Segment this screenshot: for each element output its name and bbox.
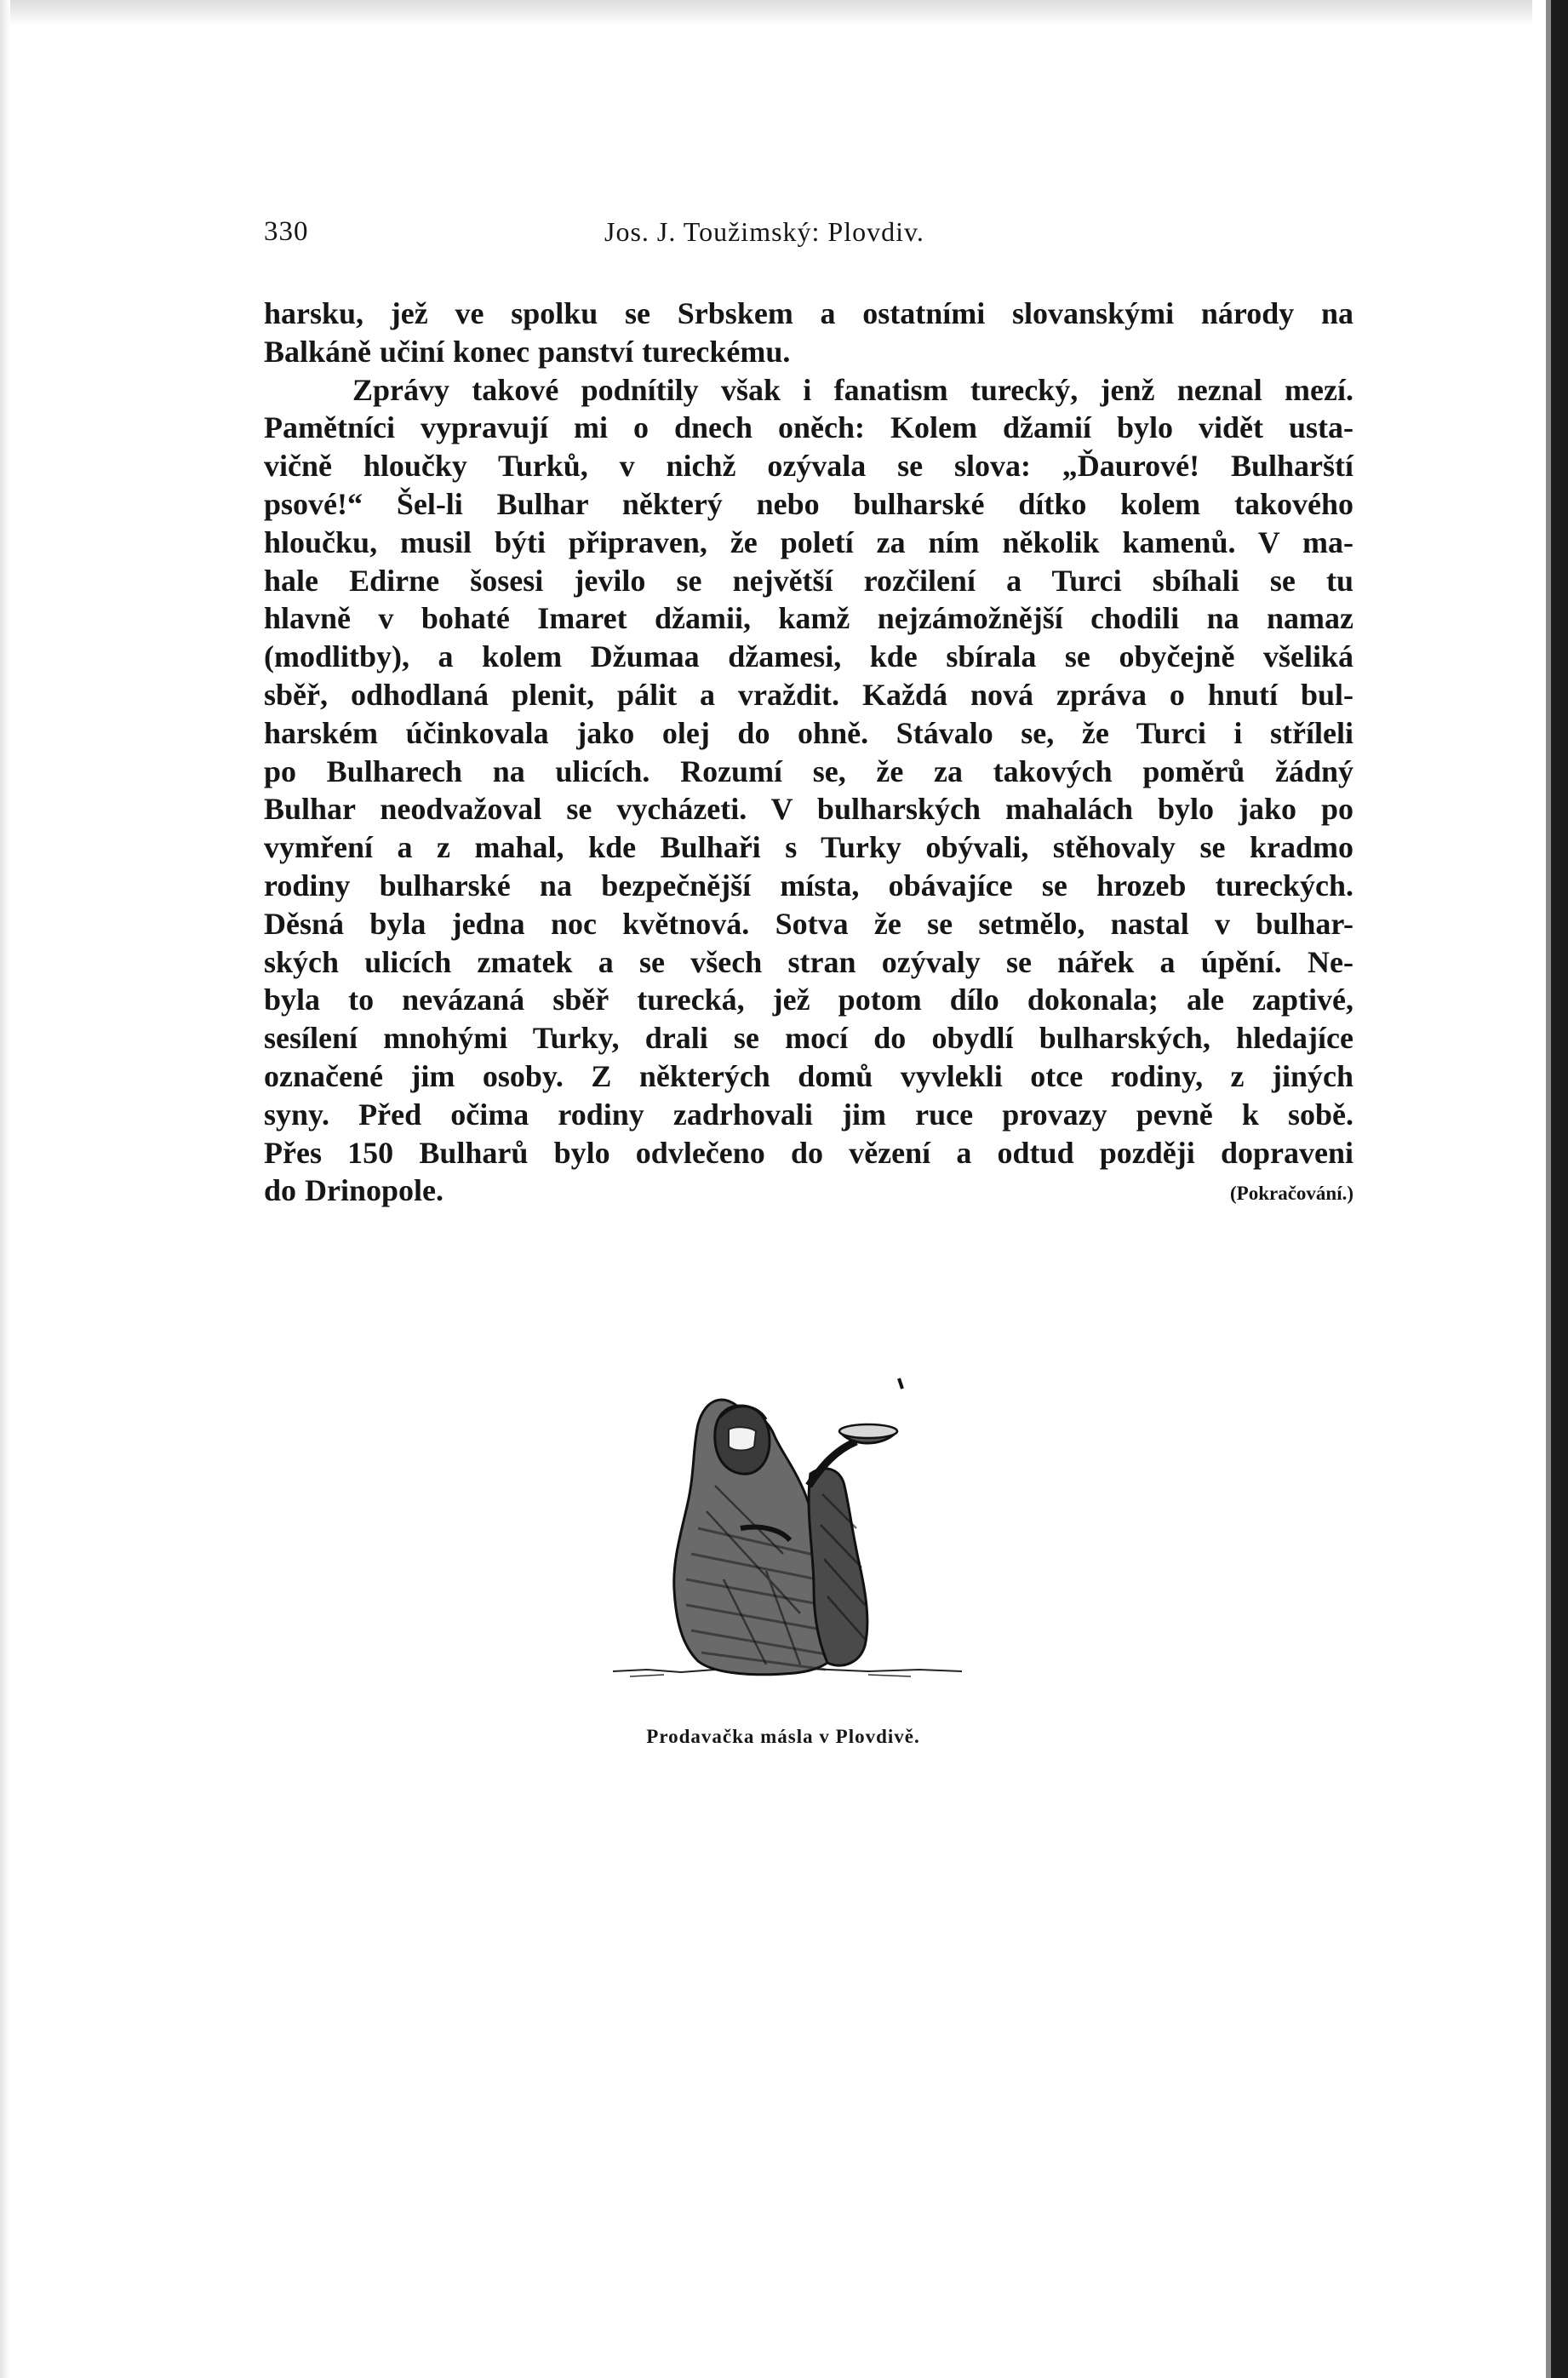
text-line: sběř, odhodlaná plenit, pálit a vraždit. Každá nová zpráva o hnutí bul- — [264, 677, 1353, 712]
page-left-shadow — [0, 0, 10, 2378]
butter-seller-illustration — [613, 1358, 970, 1716]
running-title: Jos. J. Toužimský: Plovdiv. — [604, 216, 924, 247]
text-line: hlavně v bohaté Imaret džamii, kamž nejzámožnější chodili na namaz — [264, 601, 1353, 636]
text-line: psové!“ Šel-li Bulhar některý nebo bulharské dítko kolem takového — [264, 486, 1353, 521]
last-line-wrap — [264, 1172, 1353, 1210]
text-line: do Drinopole. — [264, 1173, 444, 1208]
text-line: hale Edirne šosesi jevilo se největší rozčilení a Turci sbíhali se tu — [264, 563, 1353, 598]
text-line: rodiny bulharské na bezpečnější místa, obávajíce se hrozeb tureckých. — [264, 868, 1353, 902]
page-number: 330 — [264, 216, 309, 247]
text-line: Děsná byla jedna noc květnová. Sotva že se setmělo, nastal v bulhar- — [264, 906, 1353, 941]
text-line: harském účinkovala jako olej do ohně. Stávalo se, že Turci i stříleli — [264, 715, 1353, 750]
body-text — [264, 295, 1353, 1210]
text-line: po Bulharech na ulicích. Rozumí se, že za takových poměrů žádný — [264, 754, 1353, 788]
page-top-shadow — [0, 0, 1532, 26]
figure-caption: Prodavačka másla v Plovdivě. — [646, 1726, 920, 1747]
text-line: vymření a z mahal, kde Bulhaři s Turky obývali, stěhovaly se kradmo — [264, 830, 1353, 865]
text-line: Pamětníci vypravují mi o dnech oněch: Kolem džamií bylo vidět usta- — [264, 410, 1353, 445]
text-line: syny. Před očima rodiny zadrhovali jim ruce provazy pevně k sobě. — [264, 1097, 1353, 1132]
continuation-note: (Pokračování.) — [1229, 1183, 1353, 1205]
text-line: Balkáně učiní konec panství tureckému. — [264, 334, 791, 369]
text-line: hloučku, musil býti připraven, že poletí za ním několik kamenů. V ma- — [264, 524, 1353, 559]
running-head — [264, 216, 1362, 254]
text-line: označené jim osoby. Z některých domů vyvlekli otce rodiny, z jiných — [264, 1058, 1353, 1093]
text-line: Bulhar neodvažoval se vycházeti. V bulharských mahalách bylo jako po — [264, 792, 1353, 827]
text-line: sesílení mnohými Turky, drali se mocí do obydlí bulharských, hledajíce — [264, 1021, 1353, 1056]
text-line: Přes 150 Bulharů bylo odvlečeno do vězení a odtud později dopraveni — [264, 1135, 1353, 1170]
text-line: (modlitby), a kolem Džumaa džamesi, kde sbírala se obyčejně všeliká — [264, 639, 1353, 674]
text-line: harsku, jež ve spolku se Srbskem a ostatními slovanskými národy na — [264, 296, 1353, 330]
binding-strip — [1551, 0, 1568, 2378]
text-line: ských ulicích zmatek a se všech stran ozývaly se nářek a úpění. Ne- — [264, 944, 1353, 979]
text-line: Zprávy takové podnítily však i fanatism turecký, jenž neznal mezí. — [352, 372, 1353, 407]
text-line: vičně hloučky Turků, v nichž ozývala se slova: „Ďaurové! Bulharští — [264, 449, 1353, 484]
text-line: byla to nevázaná sběř turecká, jež potom dílo dokonala; ale zaptivé, — [264, 983, 1353, 1017]
